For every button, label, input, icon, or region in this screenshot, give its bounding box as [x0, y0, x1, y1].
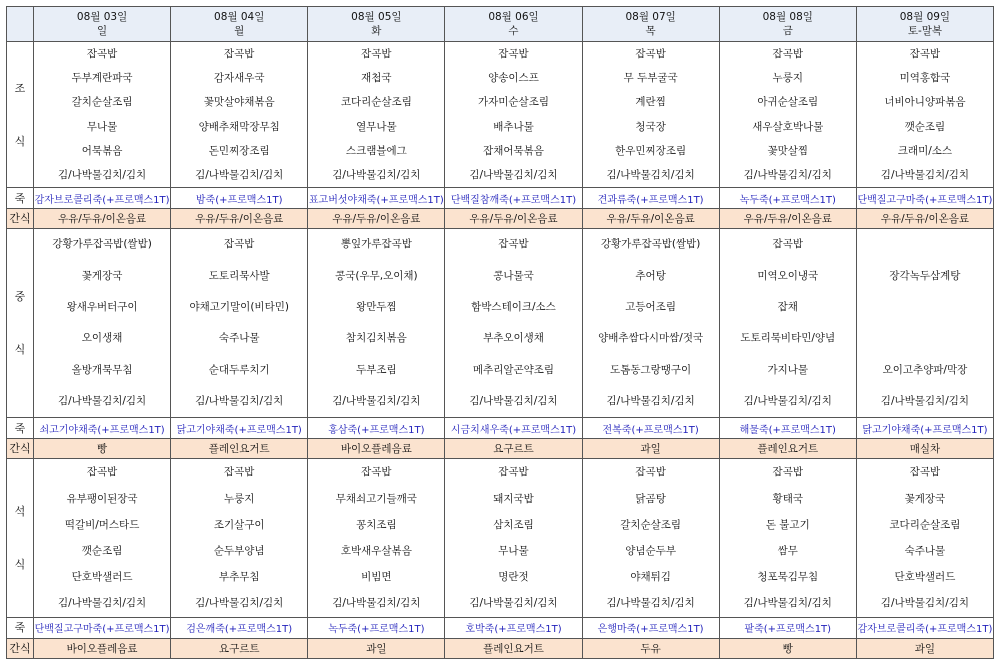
- menu-item: 갈치순살조림: [620, 518, 682, 531]
- menu-item: 우유/두유/이온음료: [195, 213, 284, 226]
- breakfast-cell: [308, 42, 445, 188]
- menu-item: 무나물: [498, 545, 529, 558]
- menu-item: 양념순두부: [625, 545, 676, 558]
- snack-row-label: 간식: [7, 209, 34, 229]
- menu-item: 부추무침: [218, 571, 260, 584]
- menu-item: 전복죽(+프로맥스1T): [602, 424, 699, 436]
- day-header: [719, 7, 856, 42]
- menu-item: 잡곡밥: [909, 466, 941, 479]
- afternoon_snack-cell: [171, 439, 308, 459]
- menu-item: 김/나박물김치/김치: [469, 395, 558, 408]
- menu-item: 돈민찌장조림: [208, 144, 270, 157]
- juk-row-label: 죽: [7, 188, 34, 209]
- dinner-label-char: 식: [14, 558, 26, 572]
- menu-item: 도톰동그랑땡구이: [610, 363, 692, 376]
- menu-item: 꽃게장국: [81, 269, 123, 282]
- menu-item: 플레인요거트: [208, 443, 270, 456]
- menu-item: 함박스테이크/소스: [471, 300, 556, 313]
- menu-item: 감자새우국: [213, 72, 265, 85]
- afternoon_snack-cell: [719, 439, 856, 459]
- menu-item: 유부팽이된장국: [66, 492, 138, 505]
- menu-item: 바이오플레음료: [66, 642, 138, 655]
- lunch_juk-cell: [308, 418, 445, 439]
- juk-row-label: 죽: [7, 418, 34, 439]
- menu-item: 쌈무: [777, 545, 798, 558]
- menu-item: 미역홍합국: [899, 72, 951, 85]
- menu-item: 돈 불고기: [765, 518, 810, 531]
- lunch-cell: [308, 229, 445, 418]
- menu-item: 숙주나물: [218, 332, 260, 345]
- day-date: 08월 08일: [762, 11, 813, 23]
- menu-item: 잡곡밥: [361, 466, 392, 479]
- menu-item: 잡곡밥: [772, 238, 803, 251]
- day-date: 08월 06일: [488, 11, 539, 23]
- dinner-cell: [582, 459, 719, 617]
- evening_snack-cell: [582, 638, 719, 658]
- menu-item: 잡채어묵볶음: [483, 144, 544, 157]
- menu-item: 김/나박물김치/김치: [332, 168, 421, 181]
- menu-item: 꽃게장국: [904, 492, 946, 505]
- menu-item: 오이고추양파/막장: [882, 363, 968, 376]
- afternoon_snack-cell: [308, 439, 445, 459]
- day-header: [445, 7, 582, 42]
- menu-item: 요구르트: [218, 642, 260, 655]
- breakfast_juk-cell: [582, 188, 719, 209]
- morning_snack-cell: [856, 209, 993, 229]
- juk-row-label: 죽: [7, 617, 34, 638]
- menu-item: 무나물: [86, 120, 118, 133]
- day-of-week: 월: [234, 25, 245, 37]
- menu-item: 꽃맛살찜: [767, 144, 809, 157]
- menu-item: 숙주나물: [904, 545, 946, 558]
- dinner-cell: [171, 459, 308, 617]
- menu-item: 누룽지: [223, 492, 255, 505]
- menu-item: [857, 323, 993, 354]
- menu-item: 추어탕: [635, 269, 666, 282]
- breakfast-cell: [582, 42, 719, 188]
- menu-item: 은행마죽(+프로맥스1T): [597, 624, 704, 636]
- menu-item: 잡곡밥: [635, 466, 666, 479]
- menu-item: 꽃맛살야채볶음: [203, 96, 275, 109]
- menu-item: 잡곡밥: [86, 466, 118, 479]
- menu-item: 김/나박물김치/김치: [195, 597, 284, 610]
- menu-item: 강황가루잡곡밥(쌀밥): [52, 238, 152, 251]
- menu-item: 야채고기말이(비타민): [189, 300, 289, 313]
- dinner_juk-cell: [719, 617, 856, 638]
- evening_snack-cell: [719, 638, 856, 658]
- menu-item: 검은깨죽(+프로맥스1T): [186, 624, 293, 636]
- day-header: [34, 7, 171, 42]
- menu-item: 단백질고구마죽(+프로맥스1T): [34, 624, 170, 636]
- breakfast_juk-cell: [856, 188, 993, 209]
- menu-item: 무 두부굴국: [623, 72, 678, 85]
- menu-item: 장각녹두삼계탕: [889, 269, 961, 282]
- breakfast-cell: [856, 42, 993, 188]
- menu-item: 단호박샐러드: [894, 571, 956, 584]
- lunch_juk-cell: [171, 418, 308, 439]
- menu-item: 김/나박물김치/김치: [195, 168, 284, 181]
- menu-item: 아귀순살조림: [757, 96, 819, 109]
- menu-item: 미역오이냉국: [757, 269, 819, 282]
- menu-item: 삼치조림: [493, 518, 534, 531]
- menu-item: 김/나박물김치/김치: [880, 597, 970, 610]
- menu-item: 잡곡밥: [86, 48, 118, 60]
- dinner-cell: [719, 459, 856, 617]
- menu-item: 닭고기야채죽(+프로맥스1T): [862, 424, 988, 436]
- menu-item: 잡곡밥: [772, 466, 803, 479]
- breakfast_juk-cell: [171, 188, 308, 209]
- menu-item: 김/나박물김치/김치: [332, 395, 421, 408]
- menu-item: 과일: [914, 642, 936, 655]
- menu-item: 두부조림: [356, 363, 397, 376]
- lunch_juk-cell: [719, 418, 856, 439]
- menu-item: 깻순조림: [904, 120, 946, 133]
- breakfast-cell: [719, 42, 856, 188]
- menu-item: 김/나박물김치/김치: [57, 395, 147, 408]
- afternoon_snack-cell: [445, 439, 582, 459]
- snack-row-label: 간식: [7, 638, 34, 658]
- menu-item: 표고버섯야채죽(+프로맥스1T): [308, 194, 444, 206]
- evening_snack-cell: [34, 638, 171, 658]
- menu-item: 떡갈비/머스타드: [64, 518, 140, 531]
- lunch_juk-cell: [34, 418, 171, 439]
- menu-item: 뽕잎가루잡곡밥: [340, 238, 412, 251]
- breakfast_juk-cell: [719, 188, 856, 209]
- morning_snack-cell: [171, 209, 308, 229]
- menu-item: 잡곡밥: [361, 48, 392, 60]
- menu-item: 밤죽(+프로맥스1T): [195, 194, 283, 206]
- menu-item: 명란젓: [498, 571, 529, 584]
- day-of-week: 토-말복: [907, 25, 943, 37]
- menu-item: 청포묵김무침: [757, 571, 819, 584]
- lunch_juk-cell: [445, 418, 582, 439]
- menu-item: 잡곡밥: [635, 48, 666, 60]
- menu-item: 양배추채막장무침: [198, 120, 280, 133]
- menu-item: 도토리묵비타민/양념: [740, 332, 836, 345]
- menu-item: 가자미순살조림: [477, 96, 549, 109]
- menu-item: 너비아니양파볶음: [884, 96, 966, 109]
- menu-item: 홍삼죽(+프로맥스1T): [328, 424, 425, 436]
- day-header: [856, 7, 993, 42]
- lunch-cell: [445, 229, 582, 418]
- menu-item: 김/나박물김치/김치: [606, 395, 695, 408]
- day-of-week: 일: [96, 25, 108, 37]
- evening_snack-cell: [856, 638, 993, 658]
- menu-item: 잡곡밥: [498, 48, 529, 60]
- dinner-cell: [308, 459, 445, 617]
- dinner-label-char: 석: [14, 505, 26, 519]
- evening_snack-cell: [445, 638, 582, 658]
- menu-item: 호박새우살볶음: [340, 545, 412, 558]
- menu-item: 잡채: [777, 300, 798, 313]
- dinner_juk-cell: [856, 617, 993, 638]
- day-of-week: 수: [508, 25, 519, 37]
- afternoon_snack-cell: [856, 439, 993, 459]
- menu-item: 감자브로콜리죽(+프로맥스1T): [857, 624, 993, 636]
- menu-item: 플레인요거트: [483, 642, 544, 655]
- menu-item: 단백질참깨죽(+프로맥스1T): [450, 194, 577, 206]
- menu-item: 무채쇠고기들깨국: [335, 492, 417, 505]
- morning_snack-cell: [719, 209, 856, 229]
- menu-item: 오이생채: [81, 332, 123, 345]
- breakfast_juk-cell: [308, 188, 445, 209]
- day-header: [308, 7, 445, 42]
- menu-item: 순대두루치기: [208, 363, 270, 376]
- menu-item: 야채튀김: [630, 571, 671, 584]
- menu-item: 잡곡밥: [498, 238, 529, 251]
- lunch-cell: [34, 229, 171, 418]
- dinner_juk-cell: [582, 617, 719, 638]
- day-of-week: 화: [371, 25, 382, 37]
- dinner_juk-cell: [308, 617, 445, 638]
- menu-item: 김/나박물김치/김치: [469, 168, 558, 181]
- menu-item: 잡곡밥: [498, 466, 529, 479]
- menu-item: 두부계란파국: [71, 72, 133, 85]
- lunch-cell: [719, 229, 856, 418]
- menu-item: 코다리순살조림: [340, 96, 412, 109]
- menu-item: 돼지국밥: [493, 492, 534, 505]
- menu-item: 두유: [640, 642, 661, 655]
- menu-item: 스크램블에그: [345, 144, 407, 157]
- menu-item: 바이오플레음료: [340, 443, 412, 456]
- menu-item: 김/나박물김치/김치: [743, 395, 832, 408]
- menu-item: 플레인요거트: [757, 443, 819, 456]
- menu-item: 김/나박물김치/김치: [743, 168, 832, 181]
- breakfast-cell: [171, 42, 308, 188]
- snack-row-label: 간식: [7, 439, 34, 459]
- lunch-cell: [856, 229, 993, 418]
- lunch_juk-cell: [856, 418, 993, 439]
- dinner_juk-cell: [34, 617, 171, 638]
- menu-item: 배추나물: [493, 120, 534, 133]
- dinner_juk-cell: [445, 617, 582, 638]
- menu-item: 잡곡밥: [223, 466, 255, 479]
- morning_snack-cell: [582, 209, 719, 229]
- menu-item: 과일: [640, 443, 661, 456]
- day-date: 08월 04일: [214, 11, 265, 23]
- day-header: [171, 7, 308, 42]
- morning_snack-cell: [34, 209, 171, 229]
- day-of-week: 목: [645, 25, 656, 37]
- breakfast-label-char: 조: [14, 81, 26, 95]
- menu-item: 부추오이생채: [483, 332, 544, 345]
- menu-item: 코다리순살조림: [889, 518, 961, 531]
- menu-item: 콩나물국: [493, 269, 534, 282]
- lunch-label-char: 중: [14, 290, 26, 304]
- menu-item: 해물죽(+프로맥스1T): [739, 424, 836, 436]
- menu-item: 가지나물: [767, 363, 809, 376]
- menu-item: 우유/두유/이온음료: [57, 213, 147, 226]
- menu-item: 양송이스프: [488, 72, 539, 85]
- menu-item: 빵: [96, 443, 108, 456]
- menu-item: 메추리알곤약조림: [472, 363, 555, 376]
- menu-item: 비빔면: [361, 571, 392, 584]
- menu-item: 도토리묵사발: [208, 269, 270, 282]
- menu-item: 강황가루잡곡밥(쌀밥): [600, 238, 701, 251]
- menu-item: 우유/두유/이온음료: [469, 213, 558, 226]
- menu-item: 꽁치조림: [356, 518, 397, 531]
- menu-item: 녹두죽(+프로맥스1T): [328, 624, 425, 636]
- menu-item: 단백질고구마죽(+프로맥스1T): [857, 194, 993, 206]
- lunch-label: [7, 229, 34, 418]
- menu-item: 고등어조림: [625, 300, 676, 313]
- morning_snack-cell: [308, 209, 445, 229]
- menu-item: 과일: [366, 642, 387, 655]
- evening_snack-cell: [171, 638, 308, 658]
- morning_snack-cell: [445, 209, 582, 229]
- dinner_juk-cell: [171, 617, 308, 638]
- menu-item: 녹두죽(+프로맥스1T): [739, 194, 836, 206]
- weekly-menu-table: [6, 6, 994, 659]
- menu-item: 황태국: [772, 492, 803, 505]
- lunch-label-char: 식: [14, 343, 26, 357]
- menu-item: 김/나박물김치/김치: [880, 395, 970, 408]
- menu-item: 닭고기야채죽(+프로맥스1T): [176, 424, 302, 436]
- menu-item: [857, 229, 993, 260]
- menu-item: 왕새우버터구이: [66, 300, 138, 313]
- menu-item: 한우민찌장조림: [615, 144, 687, 157]
- menu-item: 우유/두유/이온음료: [332, 213, 421, 226]
- breakfast_juk-cell: [34, 188, 171, 209]
- menu-item: 잡곡밥: [223, 238, 255, 251]
- menu-item: 매실차: [909, 443, 941, 456]
- menu-item: 어묵볶음: [81, 144, 123, 157]
- menu-item: 단호박샐러드: [71, 571, 133, 584]
- day-date: 08월 05일: [351, 11, 402, 23]
- menu-item: 우유/두유/이온음료: [606, 213, 695, 226]
- menu-item: 김/나박물김치/김치: [332, 597, 421, 610]
- breakfast-cell: [34, 42, 171, 188]
- dinner-label: [7, 459, 34, 617]
- day-date: 08월 09일: [899, 11, 951, 23]
- menu-item: 청국장: [635, 120, 666, 133]
- menu-item: 순두부양념: [213, 545, 265, 558]
- menu-item: 새우살호박나물: [752, 120, 824, 133]
- afternoon_snack-cell: [34, 439, 171, 459]
- afternoon_snack-cell: [582, 439, 719, 459]
- header-corner: [7, 7, 34, 42]
- menu-item: 잡곡밥: [223, 48, 255, 60]
- menu-item: 우유/두유/이온음료: [743, 213, 832, 226]
- day-header: [582, 7, 719, 42]
- menu-item: 김/나박물김치/김치: [606, 597, 695, 610]
- menu-item: 김/나박물김치/김치: [743, 597, 832, 610]
- day-of-week: 금: [782, 25, 793, 37]
- menu-item: 김/나박물김치/김치: [469, 597, 558, 610]
- menu-item: 김/나박물김치/김치: [57, 168, 147, 181]
- menu-item: 계란찜: [635, 96, 666, 109]
- menu-item: [857, 292, 993, 323]
- menu-item: 닭곰탕: [635, 492, 666, 505]
- dinner-cell: [856, 459, 993, 617]
- menu-item: 김/나박물김치/김치: [880, 168, 970, 181]
- menu-item: 누룽지: [772, 72, 803, 85]
- menu-item: 김/나박물김치/김치: [57, 597, 147, 610]
- menu-item: 감자브로콜리죽(+프로맥스1T): [34, 194, 170, 206]
- menu-item: 빵: [782, 642, 793, 655]
- menu-item: 팥죽(+프로맥스1T): [744, 624, 832, 636]
- breakfast_juk-cell: [445, 188, 582, 209]
- menu-item: 호박죽(+프로맥스1T): [465, 624, 562, 636]
- menu-item: 깻순조림: [81, 545, 123, 558]
- menu-item: 조기살구이: [213, 518, 265, 531]
- menu-item: 왕만두찜: [356, 300, 397, 313]
- menu-item: 열무나물: [356, 120, 397, 133]
- breakfast-label-char: 식: [14, 134, 26, 148]
- menu-item: 참치김치볶음: [345, 332, 407, 345]
- menu-item: 김/나박물김치/김치: [195, 395, 284, 408]
- menu-item: 잡곡밥: [909, 48, 941, 60]
- dinner-cell: [34, 459, 171, 617]
- day-date: 08월 03일: [76, 11, 128, 23]
- menu-item: 크래미/소스: [897, 144, 953, 157]
- menu-item: 콩국(우무,오이채): [335, 269, 418, 282]
- lunch-cell: [171, 229, 308, 418]
- menu-item: 우유/두유/이온음료: [880, 213, 970, 226]
- menu-item: 요구르트: [493, 443, 534, 456]
- menu-item: 쇠고기야채죽(+프로맥스1T): [39, 424, 165, 436]
- lunch-cell: [582, 229, 719, 418]
- menu-item: 잡곡밥: [772, 48, 803, 60]
- dinner-cell: [445, 459, 582, 617]
- lunch_juk-cell: [582, 418, 719, 439]
- menu-item: 올방개묵무침: [71, 363, 133, 376]
- menu-item: 양배추쌈다시마쌈/젓국: [598, 332, 704, 345]
- menu-item: 갈치순살조림: [71, 96, 133, 109]
- menu-item: 견과류죽(+프로맥스1T): [597, 194, 704, 206]
- evening_snack-cell: [308, 638, 445, 658]
- menu-item: 재첩국: [361, 72, 392, 85]
- breakfast-label: [7, 42, 34, 188]
- breakfast-cell: [445, 42, 582, 188]
- menu-item: 시금치새우죽(+프로맥스1T): [450, 424, 577, 436]
- menu-item: 김/나박물김치/김치: [606, 168, 695, 181]
- day-date: 08월 07일: [625, 11, 676, 23]
